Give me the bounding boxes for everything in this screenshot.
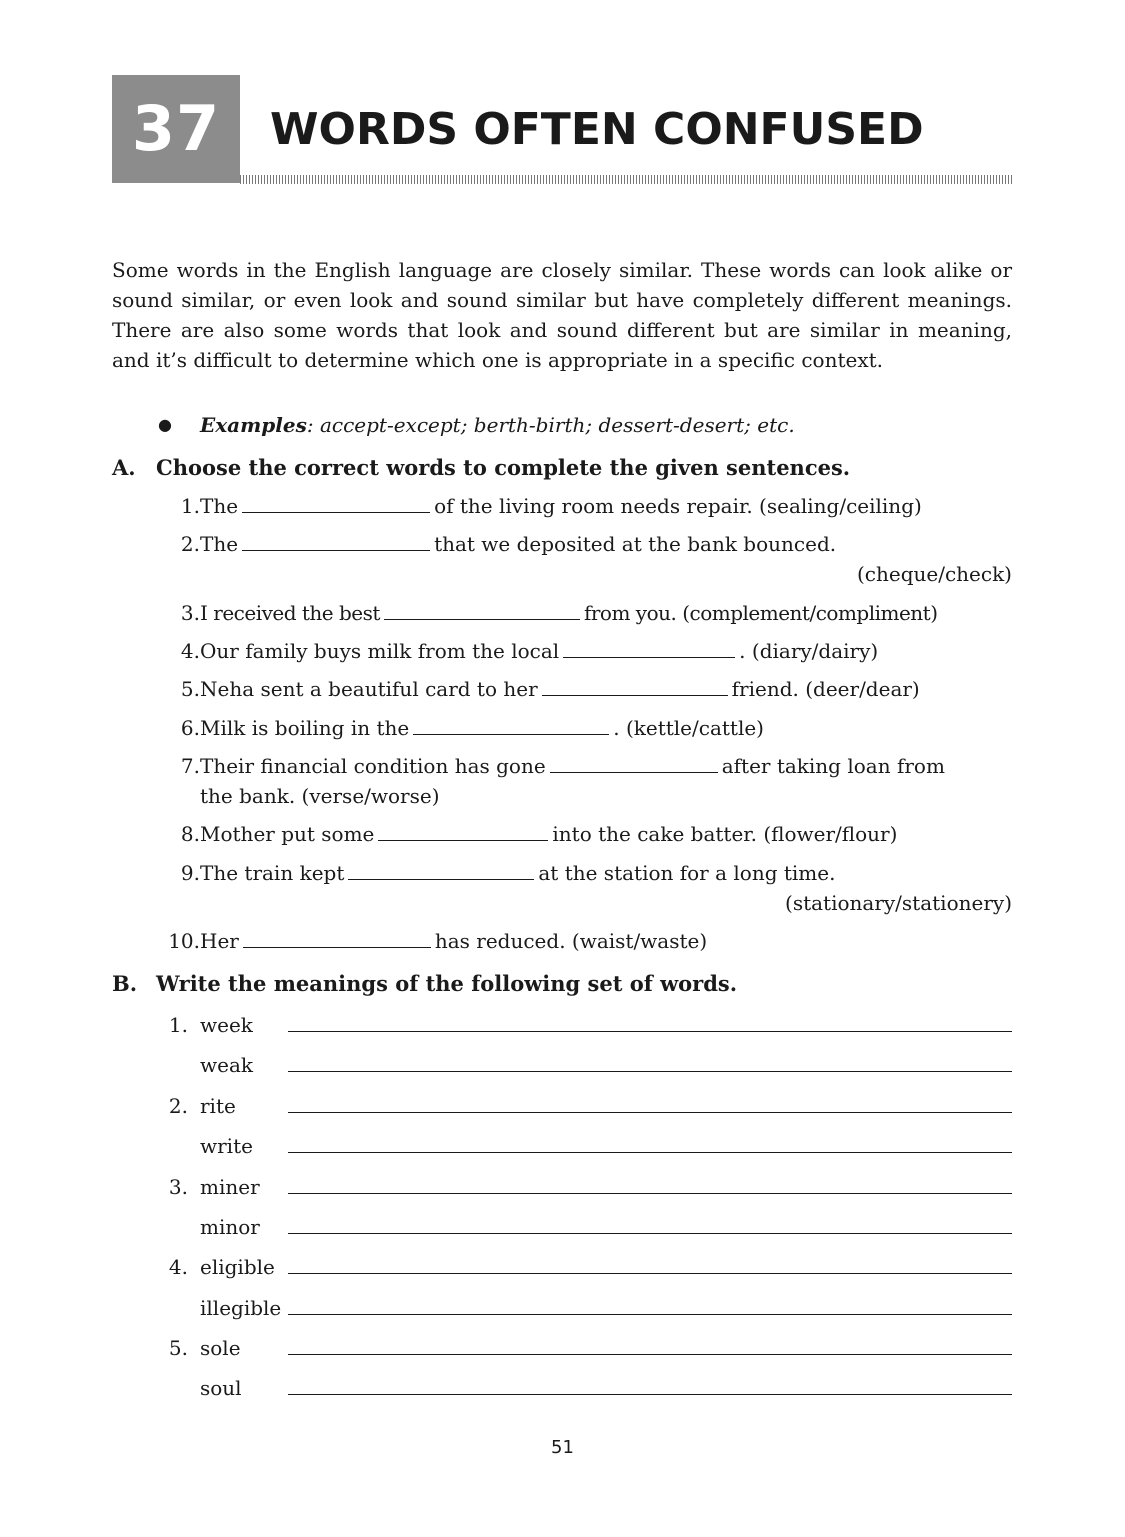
item-text-before: Milk is boiling in the (200, 716, 410, 740)
meaning-answer-line[interactable] (288, 1314, 1012, 1315)
item-text-before: The train kept (200, 861, 345, 885)
item-number: 3. (180, 601, 200, 625)
word-label: eligible (200, 1255, 275, 1279)
bullet-icon: ● (158, 415, 172, 434)
word-row (156, 1050, 1012, 1080)
examples-line (158, 410, 1008, 440)
word-label: illegible (200, 1296, 282, 1320)
item-text-after: . (kettle/cattle) (613, 716, 764, 740)
item-text-before: Neha sent a beautiful card to her (200, 677, 538, 701)
word-row (156, 1131, 1012, 1161)
section-a-title: Choose the correct words to complete the given sentences. (156, 455, 851, 480)
item-text-before: The (200, 532, 239, 556)
item-hint: (cheque/check) (856, 562, 1012, 586)
sentence-item (156, 858, 1012, 918)
sentence-item (156, 713, 1012, 743)
page-number: 51 (551, 1437, 574, 1458)
item-text-before: The (200, 494, 239, 518)
word-label: sole (200, 1336, 241, 1360)
word-row (156, 1293, 1012, 1323)
sentence-item (156, 819, 1012, 849)
item-hint: (stationary/stationery) (785, 891, 1012, 915)
item-number: 8. (180, 822, 200, 846)
chapter-title: WORDS OFTEN CONFUSED (270, 104, 924, 155)
answer-blank[interactable] (242, 532, 430, 551)
word-number: 4. (168, 1255, 188, 1279)
word-row (156, 1212, 1012, 1242)
word-number: 5. (168, 1336, 188, 1360)
intro-paragraph: Some words in the English language are closely similar. These words can look alike or sound similar, or even look and sound similar but have completely different meanings. There are also some words that look and sound different but are similar in meaning, and it’s difficult to determine which one is appropriate in a specific context. (112, 258, 1012, 372)
word-label: soul (200, 1376, 242, 1400)
item-text-after: into the cake batter. (flower/flour) (552, 822, 898, 846)
meaning-answer-line[interactable] (288, 1112, 1012, 1113)
item-text-continued: the bank. (verse/worse) (200, 784, 440, 808)
chapter-number: 37 (131, 92, 221, 165)
item-number: 4. (180, 639, 200, 663)
answer-blank[interactable] (413, 716, 609, 735)
word-label: weak (200, 1053, 253, 1077)
section-b-letter: B. (112, 971, 138, 996)
answer-blank[interactable] (563, 639, 735, 658)
answer-blank[interactable] (550, 754, 718, 773)
word-number: 1. (168, 1013, 188, 1037)
item-text-after: of the living room needs repair. (sealing/ceiling) (434, 494, 922, 518)
word-label: week (200, 1013, 253, 1037)
meaning-answer-line[interactable] (288, 1031, 1012, 1032)
word-label: minor (200, 1215, 260, 1239)
section-b-heading (112, 969, 1012, 999)
item-number: 2. (180, 532, 200, 556)
word-row (156, 1373, 1012, 1403)
meaning-answer-line[interactable] (288, 1071, 1012, 1072)
answer-blank[interactable] (348, 861, 534, 880)
sentence-item (156, 926, 1012, 956)
chapter-number-box (112, 75, 240, 183)
section-a-letter: A. (112, 455, 136, 480)
word-number: 3. (168, 1175, 188, 1199)
item-text-after: from you. (complement/compliment) (583, 601, 938, 625)
word-row (156, 1172, 1012, 1202)
answer-blank[interactable] (378, 822, 548, 841)
answer-blank[interactable] (243, 929, 431, 948)
word-row (156, 1091, 1012, 1121)
item-text-before: Our family buys milk from the local (200, 639, 560, 663)
item-number: 6. (180, 716, 200, 740)
item-text-after: after taking loan from (721, 754, 945, 778)
meaning-answer-line[interactable] (288, 1233, 1012, 1234)
meaning-answer-line[interactable] (288, 1273, 1012, 1274)
item-number: 1. (180, 494, 200, 518)
meaning-answer-line[interactable] (288, 1354, 1012, 1355)
item-text-before: Mother put some (200, 822, 375, 846)
section-a-heading (112, 453, 1012, 483)
item-number: 7. (180, 754, 200, 778)
item-text-after: at the station for a long time. (538, 861, 836, 885)
sentence-item (156, 529, 1012, 589)
word-label: write (200, 1134, 253, 1158)
word-number: 2. (168, 1094, 188, 1118)
item-text-before: Their financial condition has gone (200, 754, 546, 778)
word-label: miner (200, 1175, 260, 1199)
item-text-after: friend. (deer/dear) (731, 677, 920, 701)
meaning-answer-line[interactable] (288, 1152, 1012, 1153)
word-label: rite (200, 1094, 236, 1118)
sentence-item (156, 674, 1012, 704)
meaning-answer-line[interactable] (288, 1193, 1012, 1194)
word-row (156, 1333, 1012, 1363)
item-number: 10. (168, 929, 200, 953)
answer-blank[interactable] (242, 494, 430, 513)
answer-blank[interactable] (542, 677, 728, 696)
examples-text: : accept-except; berth-birth; dessert-desert; etc. (306, 413, 795, 437)
word-row (156, 1252, 1012, 1282)
word-row (156, 1010, 1012, 1040)
meaning-answer-line[interactable] (288, 1394, 1012, 1395)
sentence-item (156, 636, 1012, 666)
item-number: 5. (180, 677, 200, 701)
answer-blank[interactable] (384, 601, 580, 620)
item-text-after: . (diary/dairy) (739, 639, 879, 663)
hatched-divider (240, 175, 1013, 184)
section-b-title: Write the meanings of the following set of words. (156, 971, 738, 996)
item-text-before: I received the best (200, 601, 380, 625)
item-text-before: Her (200, 929, 239, 953)
sentence-item (156, 598, 1012, 628)
item-number: 9. (180, 861, 200, 885)
item-text-after: that we deposited at the bank bounced. (434, 532, 837, 556)
examples-label: Examples (200, 413, 307, 437)
sentence-item (156, 751, 1012, 811)
item-text-after: has reduced. (waist/waste) (434, 929, 708, 953)
sentence-item (156, 491, 1012, 521)
